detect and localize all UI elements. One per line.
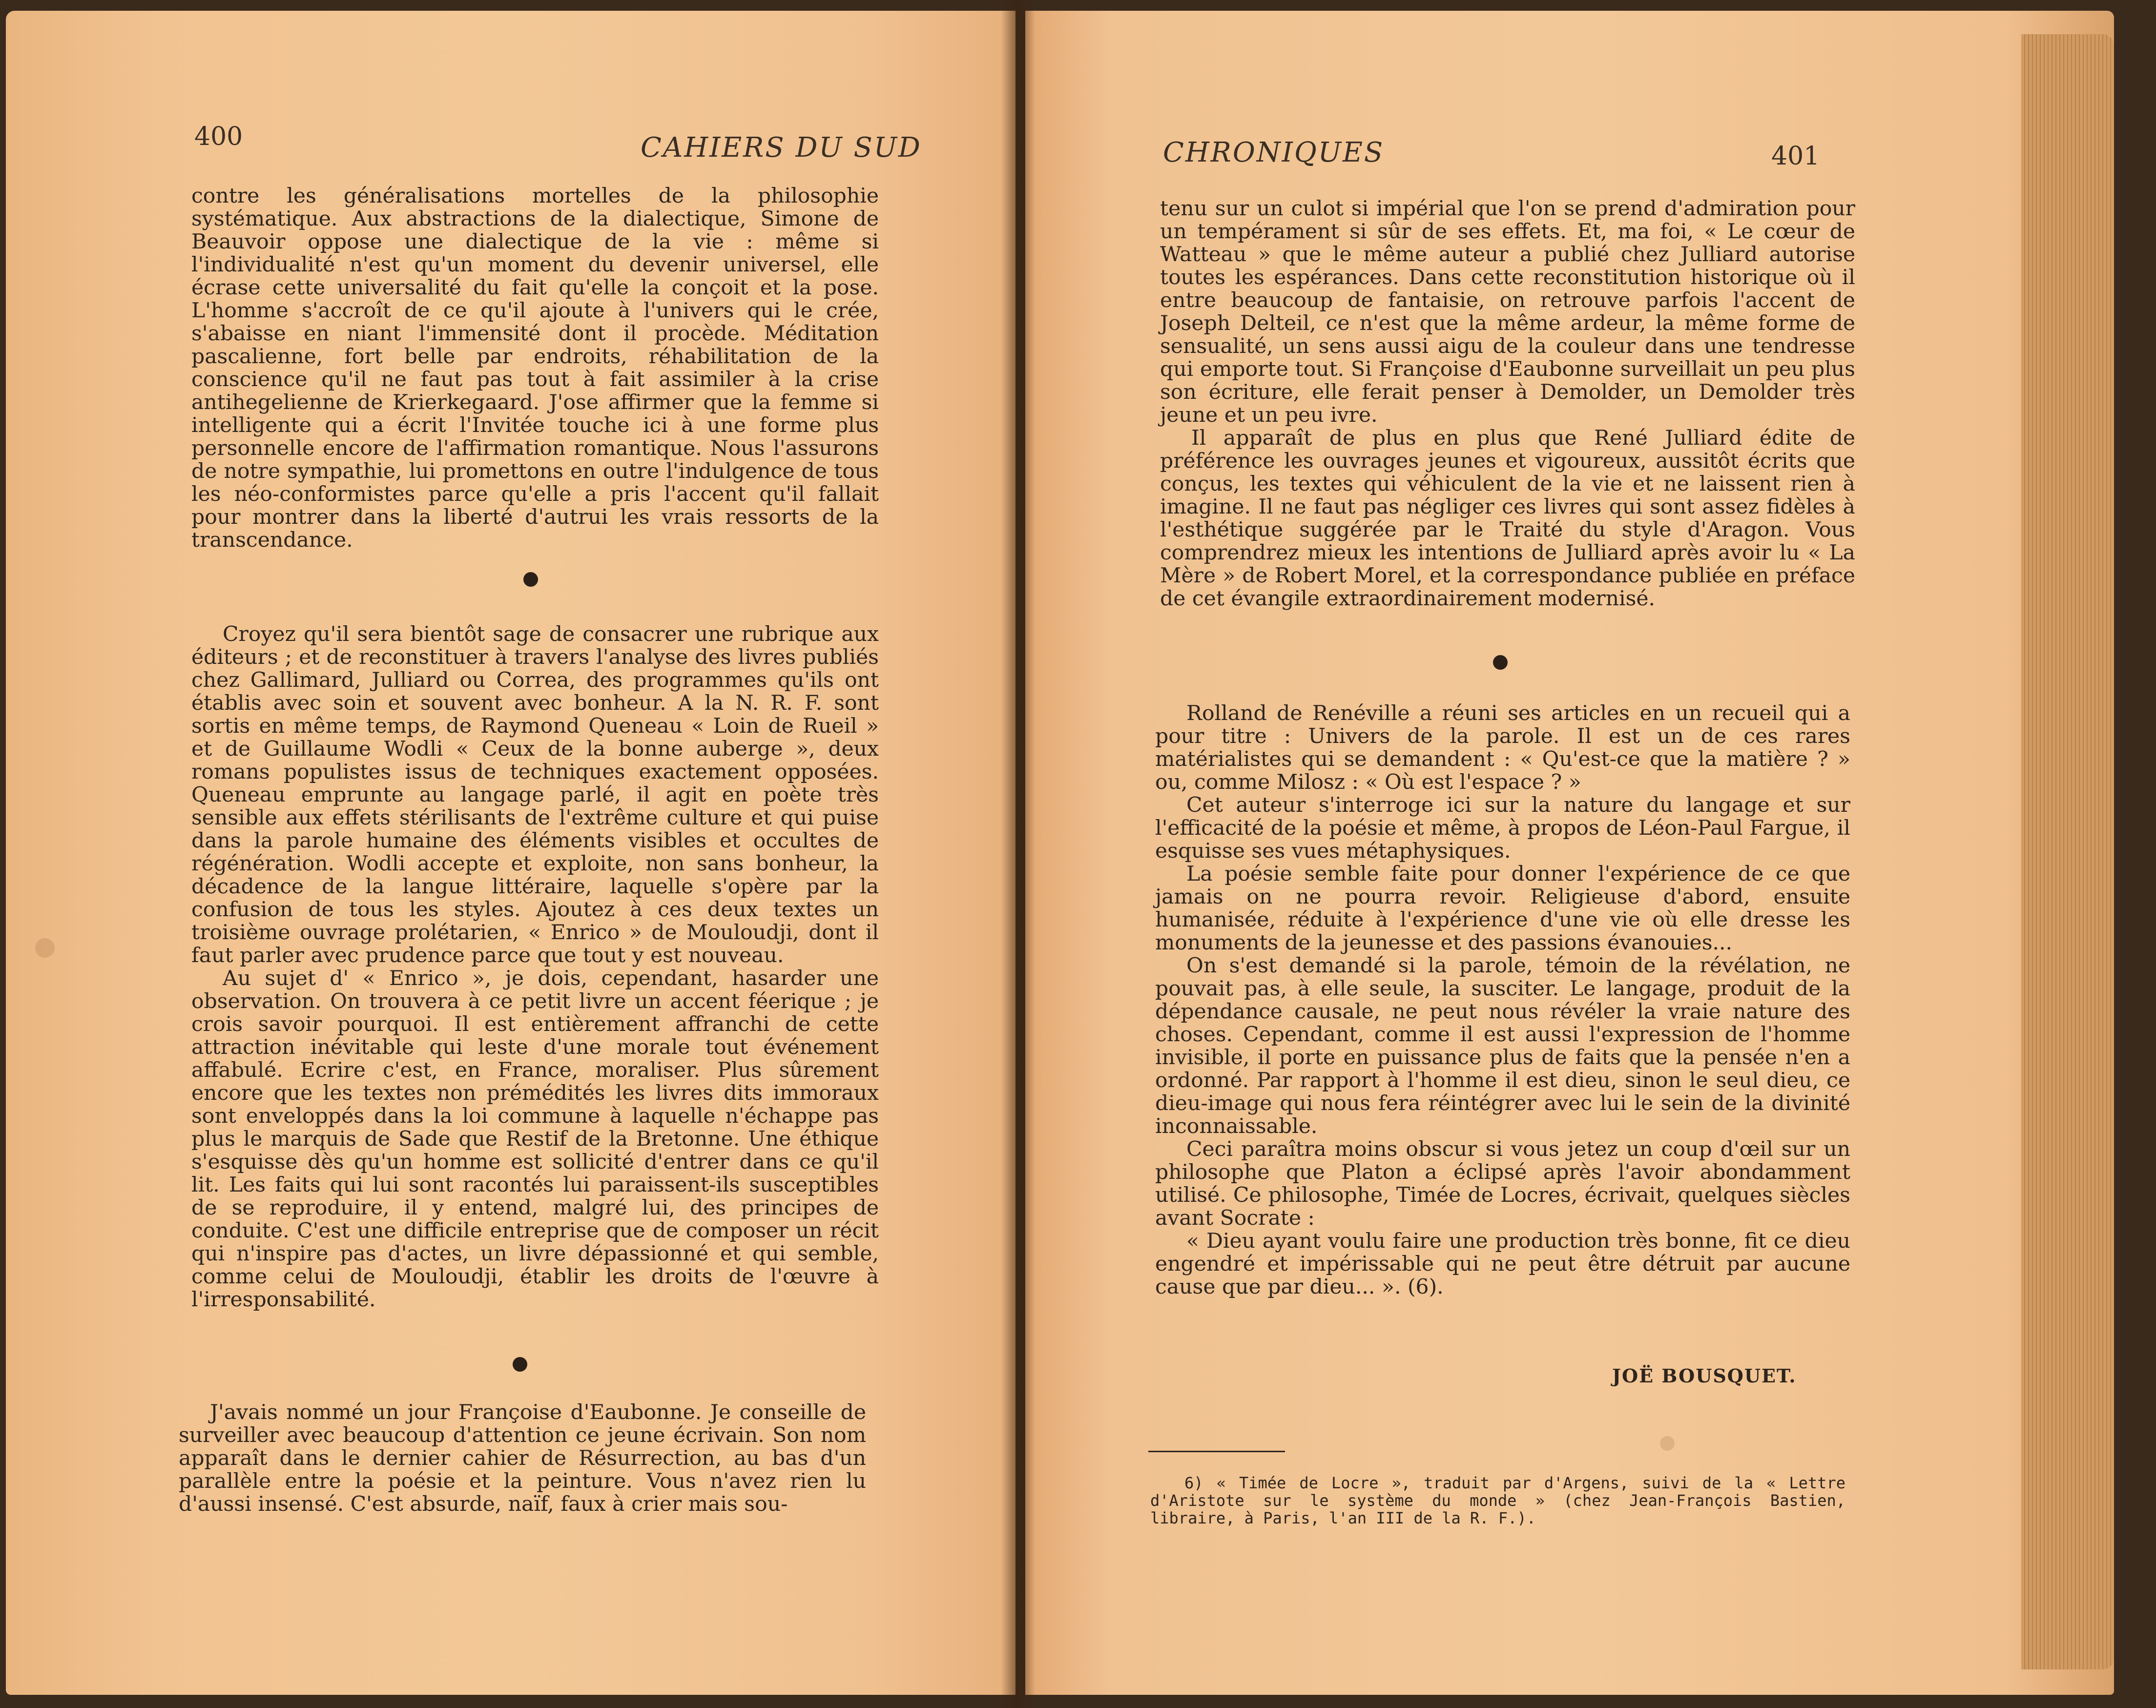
author-signature: JOË BOUSQUET. [1612,1365,1797,1387]
page-edges [2021,34,2114,1669]
left-section-1 [191,185,879,552]
section-separator-bullet [1493,655,1508,670]
page-number-right: 401 [1771,142,1820,171]
running-head-left: CAHIERS DU SUD [641,132,922,164]
left-section-2 [191,623,879,1311]
right-section-1 [1160,197,1855,610]
paragraph: contre les généralisations mortelles de la philosophie systématique. Aux abstractions de la dialectique, Simone de Beauvoir oppose une dialectique de la vie : même si l'individualité n'est qu'un moment du devenir universel, elle écrase cette universalité du fait qu'elle la conçoit et la pose. L'homme s'accroît de ce qu'il ajoute à l'univers qui le crée, s'abaisse en niant l'immensité dont il procède. Méditation pascalienne, fort belle par endroits, réhabilitation de la conscience qu'il ne faut pas tout à fait assimiler à la crise antihegelienne de Krierkegaard. J'ose affirmer que la femme si intelligente qui a écrit l'Invitée touche ici à une forme plus personnelle encore de l'affirmation romantique. Nous l'assurons de notre sympathie, lui promettons en outre l'indulgence de tous les néo-conformistes parce qu'elle a pris l'accent qu'il fallait pour montrer dans la liberté d'autrui les vrais ressorts de la transcendance. [191,184,879,552]
section-separator-bullet [523,572,538,587]
paragraph: On s'est demandé si la parole, témoin de la révélation, ne pouvait pas, à elle seule, la susciter. Le langage, produit de la dépendance causale, ne peut nous révéler la vraie nature des choses. Cependant, comme il est aussi l'expression de l'homme invisible, il porte en puissance plus de faits que la pensée n'en a ordonné. Par rapport à l'homme il est dieu, sinon le seul dieu, ce dieu-image qui nous fera réintégrer avec lui le sein de la divinité inconnaissable. [1155,954,1850,1138]
left-section-3 [179,1401,866,1516]
paragraph: Rolland de Renéville a réuni ses articles en un recueil qui a pour titre : Univers de la parole. Il est un de ces rares matérialistes qui se demandent : « Qu'est-ce que la matière ? » ou, comme Milosz : « Où est l'espace ? » [1155,701,1850,794]
section-separator-bullet [513,1357,527,1372]
book-gutter [1001,0,1035,1708]
paragraph: La poésie semble faite pour donner l'expérience de ce que jamais on ne pourra revoir. Religieuse d'abord, ensuite humanisée, réduite à l'expérience d'une vie où elle dresse les monuments de la jeunesse et des passions évanouies... [1155,862,1850,955]
right-section-2 [1155,702,1850,1298]
paragraph: Au sujet d' « Enrico », je dois, cependant, hasarder une observation. On trouvera à ce petit livre un accent féerique ; je crois savoir pourquoi. Il est entièrement affranchi de cette attraction inévitable qui leste d'une morale tout événement affabulé. Ecrire c'est, en France, moraliser. Plus sûrement encore que les textes non prémédités les livres dits immoraux sont enveloppés dans la loi commune à laquelle n'échappe pas plus le marquis de Sade que Restif de la Bretonne. Une éthique s'esquisse dès qu'un homme est sollicité d'entrer dans ce qu'il lit. Les faits qui lui sont racontés lui paraissent-ils susceptibles de se reproduire, il y entend, malgré lui, des principes de conduite. C'est une difficile entreprise que de composer un récit qui n'inspire pas d'actes, un livre dépassionné et qui semble, comme celui de Mouloudji, établir les droits de l'œuvre à l'irresponsabilité. [191,967,879,1312]
running-head-right: CHRONIQUES [1163,137,1385,168]
paragraph: Il apparaît de plus en plus que René Julliard édite de préférence les ouvrages jeunes et vigoureux, aussitôt écrits que conçus, les textes qui véhiculent de la vie et ne laissent rien à imagine. Il ne faut pas négliger ces livres qui sont assez fidèles à l'esthétique suggérée par le Traité du style d'Aragon. Vous comprendrez mieux les intentions de Julliard après avoir lu « La Mère » de Robert Morel, et la correspondance publiée en préface de cet évangile extraordinairement modernisé. [1160,426,1855,611]
paragraph: tenu sur un culot si impérial que l'on se prend d'admiration pour un tempérament si sûr de ses effets. Et, ma foi, « Le cœur de Watteau » que le même auteur a publié chez Julliard autorise toutes les espérances. Dans cette reconstitution historique où il entre beaucoup de fantaisie, on retrouve parfois l'accent de Joseph Delteil, ce n'est que la même ardeur, la même forme de sensualité, un sens aussi aigu de la couleur dans une tendresse qui emporte tout. Si Françoise d'Eaubonne surveillait un peu plus son écriture, elle ferait penser à Demolder, un Demolder très jeune et un peu ivre. [1160,197,1855,427]
paper-stain [1660,1436,1675,1451]
paragraph: Ceci paraîtra moins obscur si vous jetez un coup d'œil sur un philosophe que Platon a éclipsé après l'avoir abondamment utilisé. Ce philosophe, Timée de Locres, écrivait, quelques siècles avant Socrate : [1155,1137,1850,1230]
paragraph: « Dieu ayant voulu faire une production très bonne, fit ce dieu engendré et impérissable qui ne peut être détruit par aucune cause que par dieu... ». (6). [1155,1229,1850,1299]
paragraph: Croyez qu'il sera bientôt sage de consacrer une rubrique aux éditeurs ; et de reconstituer à travers l'analyse des livres publiés chez Gallimard, Julliard ou Correa, des programmes qu'ils ont établis avec soin et souvent avec bonheur. A la N. R. F. sont sortis en même temps, de Raymond Queneau « Loin de Rueil » et de Guillaume Wodli « Ceux de la bonne auberge », deux romans populistes issus de techniques exactement opposées. Queneau emprunte au langage parlé, il agit en poète très sensible aux effets stérilisants de l'extrême culture et qui puise dans la parole humaine des éléments visibles et occultes de régénération. Wodli accepte et exploite, non sans bonheur, la décadence de la langue littéraire, laquelle s'opère par la confusion de tous les styles. Ajoutez à ces deux textes un troisième ouvrage prolétarien, « Enrico » de Mouloudji, dont il faut parler avec prudence parce que tout y est nouveau. [191,622,879,967]
footnote: 6) « Timée de Locre », traduit par d'Argens, suivi de la « Lettre d'Aristote sur le système du monde » (chez Jean-François Bastien, libraire, à Paris, l'an III de la R. F.). [1150,1474,1845,1527]
paragraph: Cet auteur s'interroge ici sur la nature du langage et sur l'efficacité de la poésie et même, à propos de Léon-Paul Fargue, il esquisse ses vues métaphysiques. [1155,793,1850,863]
page-number-left: 400 [194,122,243,151]
footnote-rule [1148,1451,1285,1452]
paper-stain [35,938,55,958]
paragraph: J'avais nommé un jour Françoise d'Eaubonne. Je conseille de surveiller avec beaucoup d'attention ce jeune écrivain. Son nom apparaît dans le dernier cahier de Résurrection, au bas d'un parallèle entre la poésie et la peinture. Vous n'avez rien lu d'aussi insensé. C'est absurde, naïf, faux à crier mais sou- [179,1400,866,1516]
